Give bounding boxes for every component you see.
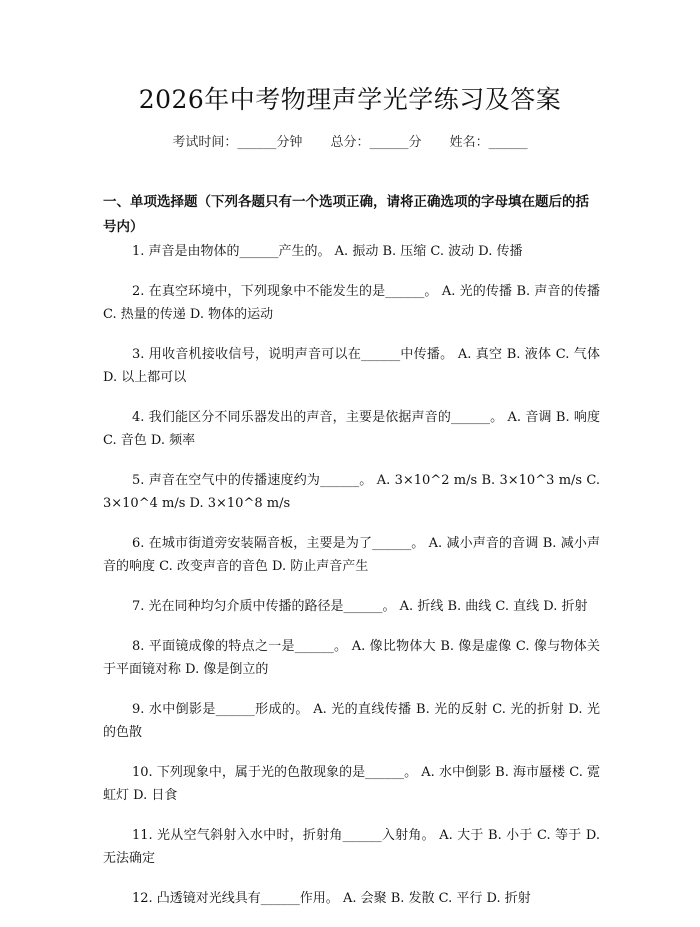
exam-time-field: 考试时间：______分钟 <box>172 135 303 150</box>
question-item: 7. 光在同种均匀介质中传播的路径是______。 A. 折线 B. 曲线 C. 直线 D. 折射 <box>132 599 588 614</box>
question-item: 4. 我们能区分不同乐器发出的声音，主要是依据声音的______。 A. 音调 B. 响度 C. 音色 D. 频率 <box>103 410 600 448</box>
question-item: 6. 在城市街道旁安装隔音板，主要是为了______。 A. 减小声音的音调 B. 减小声音的响度 C. 改变声音的音色 D. 防止声音产生 <box>103 536 600 574</box>
question-item: 5. 声音在空气中的传播速度约为______。 A. 3×10^2 m/s B. 3×10^3 m/s C. 3×10^4 m/s D. 3×10^8 m/s <box>103 473 600 511</box>
question-item: 3. 用收音机接收信号，说明声音可以在______中传播。 A. 真空 B. 液体 C. 气体 D. 以上都可以 <box>103 347 600 385</box>
question-item: 9. 水中倒影是______形成的。 A. 光的直线传播 B. 光的反射 C. 光的折射 D. 光的色散 <box>103 702 600 740</box>
exam-meta <box>0 131 700 150</box>
question-item: 12. 凸透镜对光线具有______作用。 A. 会聚 B. 发散 C. 平行 D. 折射 <box>132 891 531 906</box>
question-item: 8. 平面镜成像的特点之一是______。 A. 像比物体大 B. 像是虚像 C. 像与物体关于平面镜对称 D. 像是倒立的 <box>103 639 600 677</box>
page-title: 2026年中考物理声学光学练习及答案 <box>138 85 562 114</box>
question-item: 10. 下列现象中，属于光的色散现象的是______。 A. 水中倒影 B. 海市蜃楼 C. 霓虹灯 D. 日食 <box>103 765 600 803</box>
question-list <box>103 240 600 927</box>
student-name-field: 姓名：______ <box>449 135 528 150</box>
question-item: 2. 在真空环境中，下列现象中不能发生的是______。 A. 光的传播 B. 声音的传播 C. 热量的传递 D. 物体的运动 <box>103 284 600 322</box>
total-score-field: 总分：______分 <box>330 135 422 150</box>
question-item: 1. 声音是由物体的______产生的。 A. 振动 B. 压缩 C. 波动 D. 传播 <box>132 244 523 259</box>
question-item: 11. 光从空气斜射入水中时，折射角______入射角。 A. 大于 B. 小于 C. 等于 D. 无法确定 <box>103 828 600 866</box>
section-heading: 一、单项选择题（下列各题只有一个选项正确，请将正确选项的字母填在题后的括号内） <box>103 194 589 235</box>
